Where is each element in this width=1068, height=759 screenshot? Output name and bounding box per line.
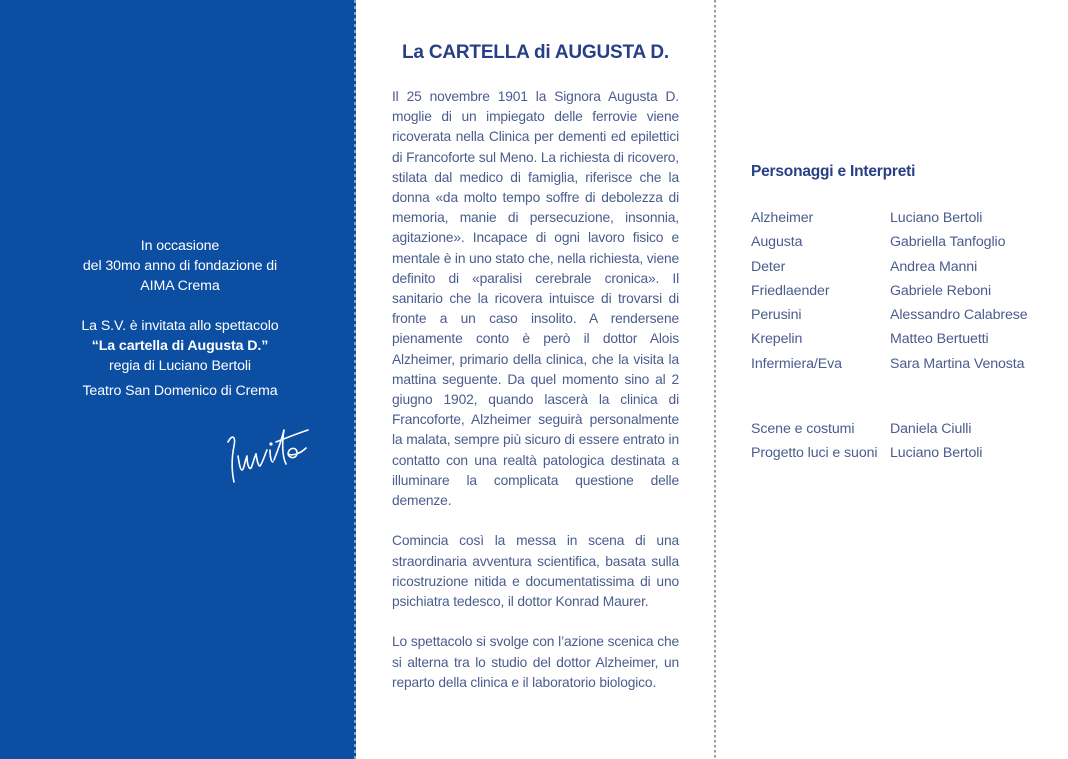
story-paragraph-1: Il 25 novembre 1901 la Signora Augusta D. moglie di un impiegato delle ferrovie viene ricoverata nella Clinica per dementi ed epilettici di Francoforte sul Meno. La richiesta di ricovero, stilata dal medico di famiglia, riferisce che la donna «da molto tempo soffre di debolezza di memoria, manie di persecuzione, insonnia, agitazione». Incapace di ogni lavoro fisico e mentale è in uno stato che, nella richiesta, viene definito di «paralisi cerebrale cronica». Il sanitario che la ricovera intuisce di trovarsi di fronte a un caso insolito. A rendersene pienamente conto è però il dottor Alois Alzheimer, primario della clinica, che la visita la mattina seguente. Da quel momento sino al 2 giugno 1902, quando lascerà la clinica di Francoforte, Alzheimer seguirà personalmente la malata, sempre più sicuro di essere entrato in contatto con una realtà patologica destinata a illuminare la complicata questione delle demenze. [392,89,680,509]
cast-row [751,305,1061,329]
actor-name: Luciano Bertoli [890,210,983,226]
cast-row [751,354,1061,378]
cast-row [751,232,1061,256]
crew-name: Luciano Bertoli [890,445,983,462]
invitation-line: La S.V. è invitata allo spettacolo [81,318,279,334]
director-line: regia di Luciano Bertoli [109,358,251,374]
actor-name: Sara Martina Venosta [890,355,1025,372]
invitation-panel [0,0,356,759]
role-name: Alzheimer [751,210,814,226]
crew-role: Progetto luci e suoni [751,445,878,462]
role-name: Perusini [751,307,802,324]
crew-name: Daniela Ciulli [890,421,972,437]
panel-edge-divider [354,0,356,759]
invito-signature-icon [222,420,314,488]
story-paragraph-2: Comincia così la messa in scena di una straordinaria avventura scientifica, basata sulla ricostruzione nitida e documentatissima di uno psichiatra tedesco, il dottor Konrad Maurer. [392,533,679,610]
role-name: Deter [751,258,786,275]
show-title: “La cartella di Augusta D.” [91,338,269,354]
role-name: Infermiera/Eva [751,355,842,372]
occasion-line-1: In occasione [140,238,220,254]
story-title: La CARTELLA di AUGUSTA D. [402,42,669,63]
role-name: Krepelin [751,331,803,348]
role-name: Friedlaender [751,282,830,299]
crew-row [751,443,1061,467]
cast-title: Personaggi e Interpreti [751,163,916,180]
crew-list [751,419,1061,468]
cast-row [751,329,1061,353]
venue-line: Teatro San Domenico di Crema [82,383,278,399]
cast-row [751,281,1061,305]
invitation-text [40,236,320,401]
occasion-line-3: AIMA Crema [140,278,220,294]
actor-name: Andrea Manni [890,258,978,275]
crew-row [751,419,1061,443]
story-paragraph-3: Lo spettacolo si svolge con l’azione scenica che si alterna tra lo studio del dottor Alzheimer, un reparto della clinica e il laboratorio biologico. [392,634,679,690]
crew-role: Scene e costumi [751,421,855,437]
cast-row [751,208,1061,232]
story-body [392,87,679,713]
actor-name: Gabriele Reboni [890,282,992,299]
cast-list [751,208,1061,378]
actor-name: Alessandro Calabrese [890,307,1028,324]
cast-row [751,257,1061,281]
fold-divider [714,0,716,759]
role-name: Augusta [751,234,803,251]
actor-name: Matteo Bertuetti [890,331,989,348]
occasion-line-2: del 30mo anno di fondazione di [82,258,278,274]
actor-name: Gabriella Tanfoglio [890,234,1006,251]
